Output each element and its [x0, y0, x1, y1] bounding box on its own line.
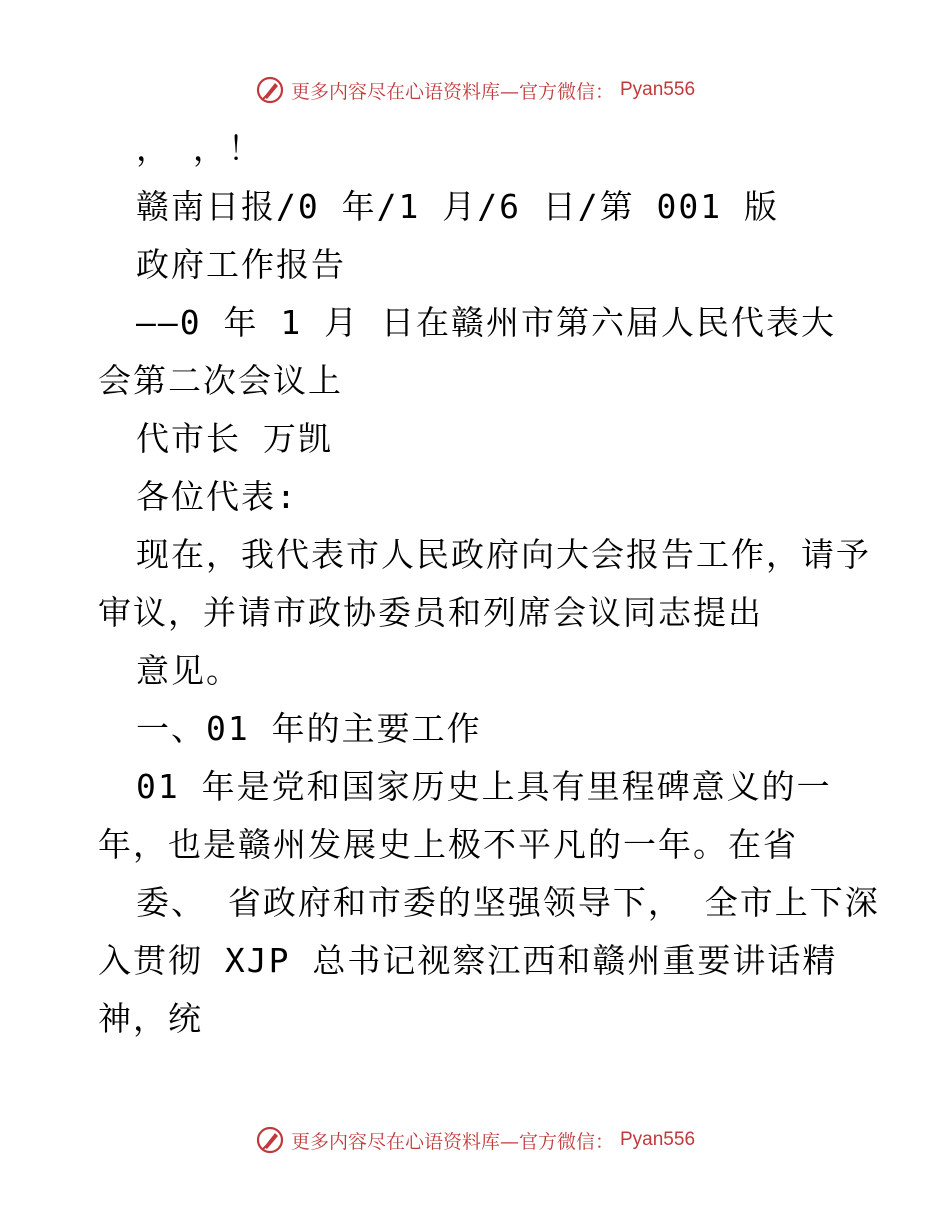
text-line: 各位代表: — [136, 477, 298, 516]
watermark-wechat-id: Pyan556 — [620, 1129, 696, 1150]
text-line: 委、 省政府和市委的坚强领导下， 全市上下深 — [136, 883, 880, 922]
watermark-wechat-id: Pyan556 — [620, 79, 696, 100]
text-line: ， ，！ — [136, 129, 263, 168]
watermark-text: 更多内容尽在心语资料库—官方微信： — [290, 80, 614, 103]
text-line: 赣南日报/0 年/1 月/6 日/第 001 版 — [136, 187, 780, 226]
text-line: 代市长 万凯 — [136, 419, 333, 458]
watermark-text: 更多内容尽在心语资料库—官方微信： — [290, 1130, 614, 1153]
quill-logo-icon — [255, 1125, 285, 1155]
text-line: ——0 年 1 月 日在赣州市第六届人民代表大 — [136, 303, 836, 342]
text-line: 现在，我代表市人民政府向大会报告工作，请予 — [136, 535, 871, 574]
text-line: 政府工作报告 — [136, 245, 346, 284]
text-line: 入贯彻 XJP 总书记视察江西和赣州重要讲话精 — [98, 941, 838, 980]
text-line: 年，也是赣州发展史上极不平凡的一年。在省 — [98, 825, 798, 864]
text-line: 会第二次会议上 — [98, 361, 343, 400]
text-line: 意见。 — [136, 651, 241, 690]
text-line: 一、01 年的主要工作 — [136, 709, 482, 748]
text-line: 审议，并请市政协委员和列席会议同志提出 — [98, 593, 763, 632]
quill-logo-icon — [255, 75, 285, 105]
text-line: 神，统 — [98, 999, 203, 1038]
footer-watermark — [0, 1122, 950, 1158]
header-watermark — [0, 72, 950, 108]
text-line: 01 年是党和国家历史上具有里程碑意义的一 — [136, 767, 832, 806]
